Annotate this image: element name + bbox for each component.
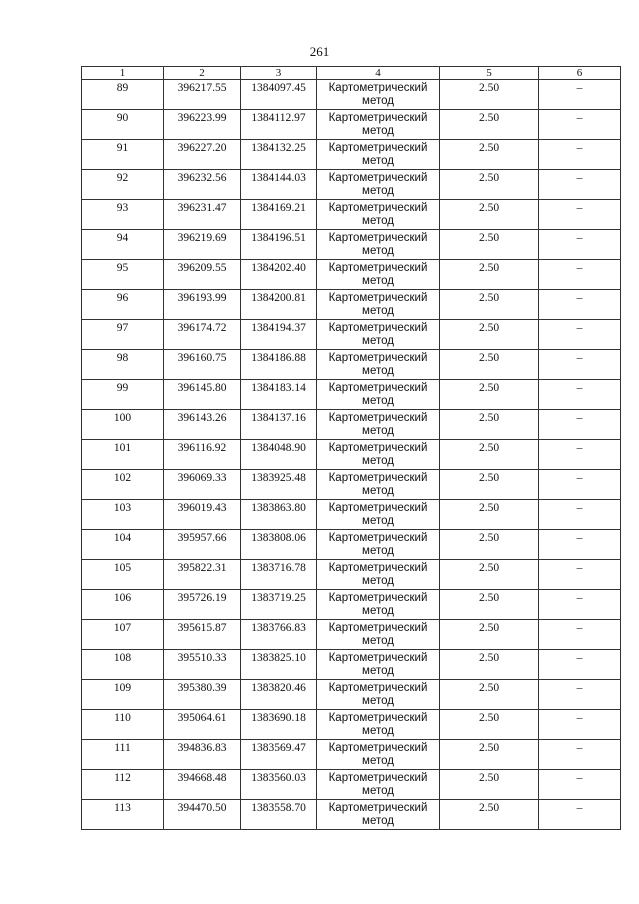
- note-cell: –: [539, 500, 621, 530]
- point-number-cell: 102: [82, 470, 164, 500]
- method-cell: Картометрический метод: [317, 530, 440, 560]
- method-cell: Картометрический метод: [317, 260, 440, 290]
- y-coordinate-cell: 1383863.80: [241, 500, 317, 530]
- table-row: [82, 410, 621, 440]
- x-coordinate-cell: 395615.87: [164, 620, 241, 650]
- note-cell: –: [539, 530, 621, 560]
- note-cell: –: [539, 560, 621, 590]
- accuracy-cell: 2.50: [440, 200, 539, 230]
- method-cell: Картометрический метод: [317, 230, 440, 260]
- point-number-cell: 103: [82, 500, 164, 530]
- point-number-cell: 100: [82, 410, 164, 440]
- accuracy-cell: 2.50: [440, 80, 539, 110]
- table-row: [82, 680, 621, 710]
- point-number-cell: 113: [82, 800, 164, 830]
- method-cell: Картометрический метод: [317, 80, 440, 110]
- x-coordinate-cell: 396145.80: [164, 380, 241, 410]
- point-number-cell: 109: [82, 680, 164, 710]
- point-number-cell: 98: [82, 350, 164, 380]
- method-cell: Картометрический метод: [317, 710, 440, 740]
- x-coordinate-cell: 396174.72: [164, 320, 241, 350]
- method-cell: Картометрический метод: [317, 170, 440, 200]
- header-cell-6: 6: [539, 67, 621, 80]
- note-cell: –: [539, 440, 621, 470]
- note-cell: –: [539, 410, 621, 440]
- point-number-cell: 96: [82, 290, 164, 320]
- method-cell: Картометрический метод: [317, 320, 440, 350]
- point-number-cell: 107: [82, 620, 164, 650]
- note-cell: –: [539, 740, 621, 770]
- note-cell: –: [539, 650, 621, 680]
- accuracy-cell: 2.50: [440, 650, 539, 680]
- note-cell: –: [539, 320, 621, 350]
- x-coordinate-cell: 396231.47: [164, 200, 241, 230]
- table-row: [82, 140, 621, 170]
- point-number-cell: 106: [82, 590, 164, 620]
- x-coordinate-cell: 394836.83: [164, 740, 241, 770]
- table-row: [82, 620, 621, 650]
- y-coordinate-cell: 1383825.10: [241, 650, 317, 680]
- y-coordinate-cell: 1383558.70: [241, 800, 317, 830]
- note-cell: –: [539, 350, 621, 380]
- method-cell: Картометрический метод: [317, 410, 440, 440]
- note-cell: –: [539, 470, 621, 500]
- note-cell: –: [539, 140, 621, 170]
- note-cell: –: [539, 620, 621, 650]
- table-row: [82, 500, 621, 530]
- method-cell: Картометрический метод: [317, 620, 440, 650]
- point-number-cell: 104: [82, 530, 164, 560]
- method-cell: Картометрический метод: [317, 740, 440, 770]
- table-row: [82, 290, 621, 320]
- method-cell: Картометрический метод: [317, 770, 440, 800]
- note-cell: –: [539, 770, 621, 800]
- table-row: [82, 650, 621, 680]
- x-coordinate-cell: 396160.75: [164, 350, 241, 380]
- accuracy-cell: 2.50: [440, 560, 539, 590]
- y-coordinate-cell: 1383808.06: [241, 530, 317, 560]
- method-cell: Картометрический метод: [317, 800, 440, 830]
- method-cell: Картометрический метод: [317, 140, 440, 170]
- point-number-cell: 110: [82, 710, 164, 740]
- method-cell: Картометрический метод: [317, 380, 440, 410]
- note-cell: –: [539, 680, 621, 710]
- method-cell: Картометрический метод: [317, 650, 440, 680]
- table-row: [82, 710, 621, 740]
- coordinates-table: [81, 66, 621, 830]
- note-cell: –: [539, 710, 621, 740]
- x-coordinate-cell: 395957.66: [164, 530, 241, 560]
- note-cell: –: [539, 380, 621, 410]
- y-coordinate-cell: 1384183.14: [241, 380, 317, 410]
- method-cell: Картометрический метод: [317, 500, 440, 530]
- y-coordinate-cell: 1383719.25: [241, 590, 317, 620]
- accuracy-cell: 2.50: [440, 710, 539, 740]
- accuracy-cell: 2.50: [440, 740, 539, 770]
- y-coordinate-cell: 1384097.45: [241, 80, 317, 110]
- table-header: [82, 67, 621, 80]
- x-coordinate-cell: 394470.50: [164, 800, 241, 830]
- table-row: [82, 380, 621, 410]
- point-number-cell: 99: [82, 380, 164, 410]
- x-coordinate-cell: 396193.99: [164, 290, 241, 320]
- point-number-cell: 91: [82, 140, 164, 170]
- point-number-cell: 95: [82, 260, 164, 290]
- accuracy-cell: 2.50: [440, 290, 539, 320]
- y-coordinate-cell: 1383925.48: [241, 470, 317, 500]
- point-number-cell: 92: [82, 170, 164, 200]
- method-cell: Картометрический метод: [317, 110, 440, 140]
- x-coordinate-cell: 396209.55: [164, 260, 241, 290]
- table-row: [82, 800, 621, 830]
- accuracy-cell: 2.50: [440, 170, 539, 200]
- point-number-cell: 93: [82, 200, 164, 230]
- y-coordinate-cell: 1384132.25: [241, 140, 317, 170]
- point-number-cell: 111: [82, 740, 164, 770]
- x-coordinate-cell: 396232.56: [164, 170, 241, 200]
- method-cell: Картометрический метод: [317, 350, 440, 380]
- x-coordinate-cell: 395510.33: [164, 650, 241, 680]
- x-coordinate-cell: 396219.69: [164, 230, 241, 260]
- header-row: [82, 67, 621, 80]
- accuracy-cell: 2.50: [440, 770, 539, 800]
- table-row: [82, 170, 621, 200]
- page-number: 261: [309, 44, 330, 59]
- note-cell: –: [539, 260, 621, 290]
- x-coordinate-cell: 395726.19: [164, 590, 241, 620]
- y-coordinate-cell: 1384112.97: [241, 110, 317, 140]
- table-row: [82, 560, 621, 590]
- y-coordinate-cell: 1383820.46: [241, 680, 317, 710]
- table-row: [82, 110, 621, 140]
- accuracy-cell: 2.50: [440, 590, 539, 620]
- point-number-cell: 89: [82, 80, 164, 110]
- method-cell: Картометрический метод: [317, 680, 440, 710]
- y-coordinate-cell: 1384137.16: [241, 410, 317, 440]
- x-coordinate-cell: 395822.31: [164, 560, 241, 590]
- table-body: [82, 80, 621, 830]
- table-row: [82, 80, 621, 110]
- method-cell: Картометрический метод: [317, 440, 440, 470]
- accuracy-cell: 2.50: [440, 410, 539, 440]
- y-coordinate-cell: 1383716.78: [241, 560, 317, 590]
- table-row: [82, 320, 621, 350]
- y-coordinate-cell: 1383560.03: [241, 770, 317, 800]
- table-row: [82, 230, 621, 260]
- accuracy-cell: 2.50: [440, 320, 539, 350]
- accuracy-cell: 2.50: [440, 230, 539, 260]
- point-number-cell: 101: [82, 440, 164, 470]
- table-row: [82, 530, 621, 560]
- y-coordinate-cell: 1384048.90: [241, 440, 317, 470]
- x-coordinate-cell: 396227.20: [164, 140, 241, 170]
- accuracy-cell: 2.50: [440, 440, 539, 470]
- note-cell: –: [539, 590, 621, 620]
- table-row: [82, 350, 621, 380]
- table-row: [82, 740, 621, 770]
- method-cell: Картометрический метод: [317, 470, 440, 500]
- accuracy-cell: 2.50: [440, 680, 539, 710]
- table-row: [82, 200, 621, 230]
- x-coordinate-cell: 396217.55: [164, 80, 241, 110]
- y-coordinate-cell: 1384202.40: [241, 260, 317, 290]
- method-cell: Картометрический метод: [317, 560, 440, 590]
- point-number-cell: 112: [82, 770, 164, 800]
- header-cell-1: 1: [82, 67, 164, 80]
- accuracy-cell: 2.50: [440, 800, 539, 830]
- x-coordinate-cell: 396223.99: [164, 110, 241, 140]
- x-coordinate-cell: 396116.92: [164, 440, 241, 470]
- accuracy-cell: 2.50: [440, 380, 539, 410]
- point-number-cell: 105: [82, 560, 164, 590]
- accuracy-cell: 2.50: [440, 530, 539, 560]
- header-cell-2: 2: [164, 67, 241, 80]
- method-cell: Картометрический метод: [317, 290, 440, 320]
- method-cell: Картометрический метод: [317, 590, 440, 620]
- y-coordinate-cell: 1383690.18: [241, 710, 317, 740]
- x-coordinate-cell: 396069.33: [164, 470, 241, 500]
- note-cell: –: [539, 110, 621, 140]
- note-cell: –: [539, 290, 621, 320]
- point-number-cell: 94: [82, 230, 164, 260]
- y-coordinate-cell: 1383569.47: [241, 740, 317, 770]
- y-coordinate-cell: 1384144.03: [241, 170, 317, 200]
- accuracy-cell: 2.50: [440, 260, 539, 290]
- note-cell: –: [539, 230, 621, 260]
- table-row: [82, 770, 621, 800]
- x-coordinate-cell: 394668.48: [164, 770, 241, 800]
- y-coordinate-cell: 1384200.81: [241, 290, 317, 320]
- note-cell: –: [539, 200, 621, 230]
- header-cell-3: 3: [241, 67, 317, 80]
- point-number-cell: 90: [82, 110, 164, 140]
- note-cell: –: [539, 80, 621, 110]
- y-coordinate-cell: 1383766.83: [241, 620, 317, 650]
- y-coordinate-cell: 1384186.88: [241, 350, 317, 380]
- x-coordinate-cell: 396143.26: [164, 410, 241, 440]
- point-number-cell: 108: [82, 650, 164, 680]
- accuracy-cell: 2.50: [440, 110, 539, 140]
- method-cell: Картометрический метод: [317, 200, 440, 230]
- table-row: [82, 470, 621, 500]
- header-cell-4: 4: [317, 67, 440, 80]
- x-coordinate-cell: 396019.43: [164, 500, 241, 530]
- y-coordinate-cell: 1384196.51: [241, 230, 317, 260]
- header-cell-5: 5: [440, 67, 539, 80]
- y-coordinate-cell: 1384194.37: [241, 320, 317, 350]
- accuracy-cell: 2.50: [440, 470, 539, 500]
- accuracy-cell: 2.50: [440, 620, 539, 650]
- point-number-cell: 97: [82, 320, 164, 350]
- accuracy-cell: 2.50: [440, 500, 539, 530]
- note-cell: –: [539, 800, 621, 830]
- accuracy-cell: 2.50: [440, 350, 539, 380]
- accuracy-cell: 2.50: [440, 140, 539, 170]
- x-coordinate-cell: 395064.61: [164, 710, 241, 740]
- y-coordinate-cell: 1384169.21: [241, 200, 317, 230]
- x-coordinate-cell: 395380.39: [164, 680, 241, 710]
- note-cell: –: [539, 170, 621, 200]
- table-row: [82, 260, 621, 290]
- table-row: [82, 590, 621, 620]
- table-row: [82, 440, 621, 470]
